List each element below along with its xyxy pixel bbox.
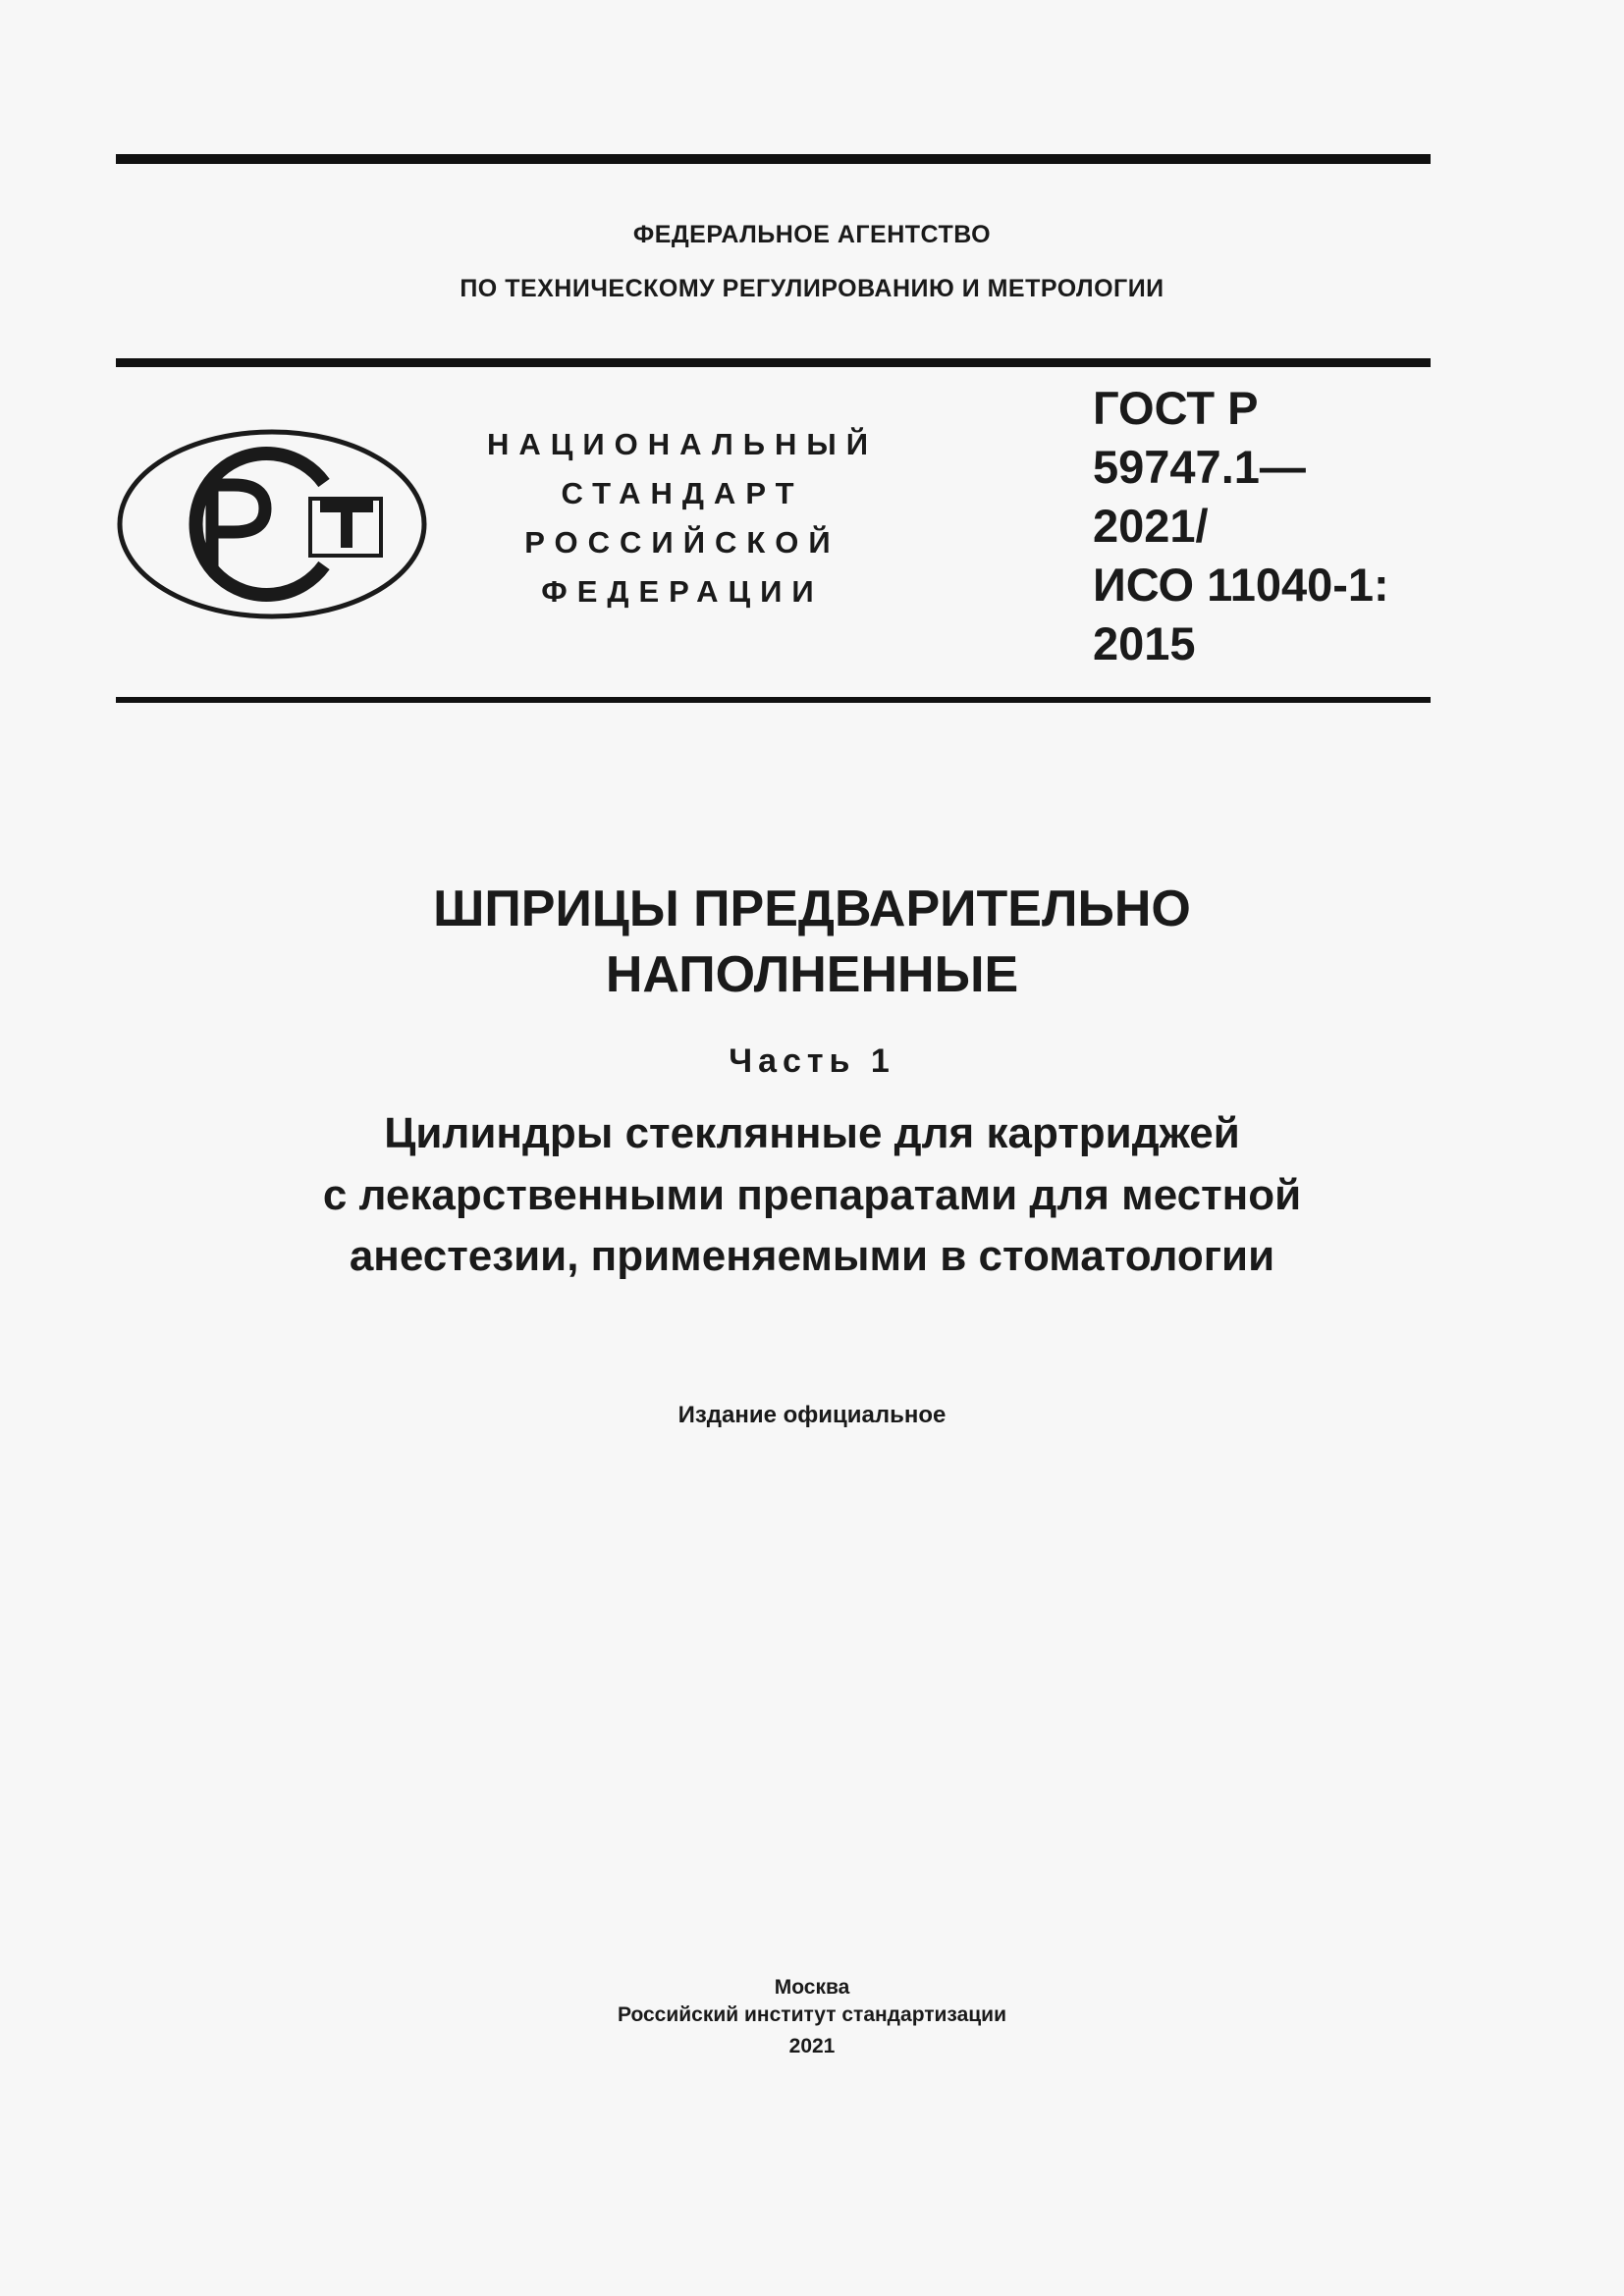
agency-name-line2: ПО ТЕХНИЧЕСКОМУ РЕГУЛИРОВАНИЮ И МЕТРОЛОГИИ [460, 275, 1164, 302]
national-standard-line4: ФЕДЕРАЦИИ [541, 574, 824, 609]
publication-year: 2021 [788, 2035, 836, 2057]
standard-number-line4: ИСО 11040-1: [1093, 559, 1389, 611]
national-standard-line2: СТАНДАРТ [561, 476, 804, 510]
standard-number-line5: 2015 [1093, 617, 1196, 669]
middle-rule [116, 358, 1431, 367]
standard-number-line1: ГОСТ Р [1093, 382, 1259, 434]
top-rule [116, 154, 1431, 164]
standard-number-line3: 2021/ [1093, 500, 1209, 552]
standard-number [1093, 379, 1389, 673]
document-title-line2: НАПОЛНЕННЫЕ [605, 946, 1019, 1003]
national-standard-line3: РОССИЙСКОЙ [524, 525, 840, 560]
publisher-city: Москва [774, 1976, 850, 1999]
agency-name-line1: ФЕДЕРАЛЬНОЕ АГЕНТСТВО [632, 221, 992, 248]
edition-label: Издание официальное [677, 1402, 947, 1428]
bottom-rule [116, 697, 1431, 703]
national-standard-line1: НАЦИОНАЛЬНЫЙ [486, 427, 879, 461]
document-title-line1: ШПРИЦЫ ПРЕДВАРИТЕЛЬНО [433, 881, 1191, 937]
publisher-institute: Российский институт стандартизации [617, 2003, 1007, 2026]
subtitle-line1: Цилиндры стеклянные для картриджей [384, 1109, 1240, 1157]
subtitle-line2: с лекарственными препаратами для местной [322, 1171, 1302, 1219]
subtitle-line3: анестезии, применяемыми в стоматологии [349, 1232, 1275, 1280]
part-label: Часть 1 [729, 1042, 895, 1080]
rst-emblem-icon [116, 428, 428, 620]
standard-number-line2: 59747.1— [1093, 441, 1306, 493]
